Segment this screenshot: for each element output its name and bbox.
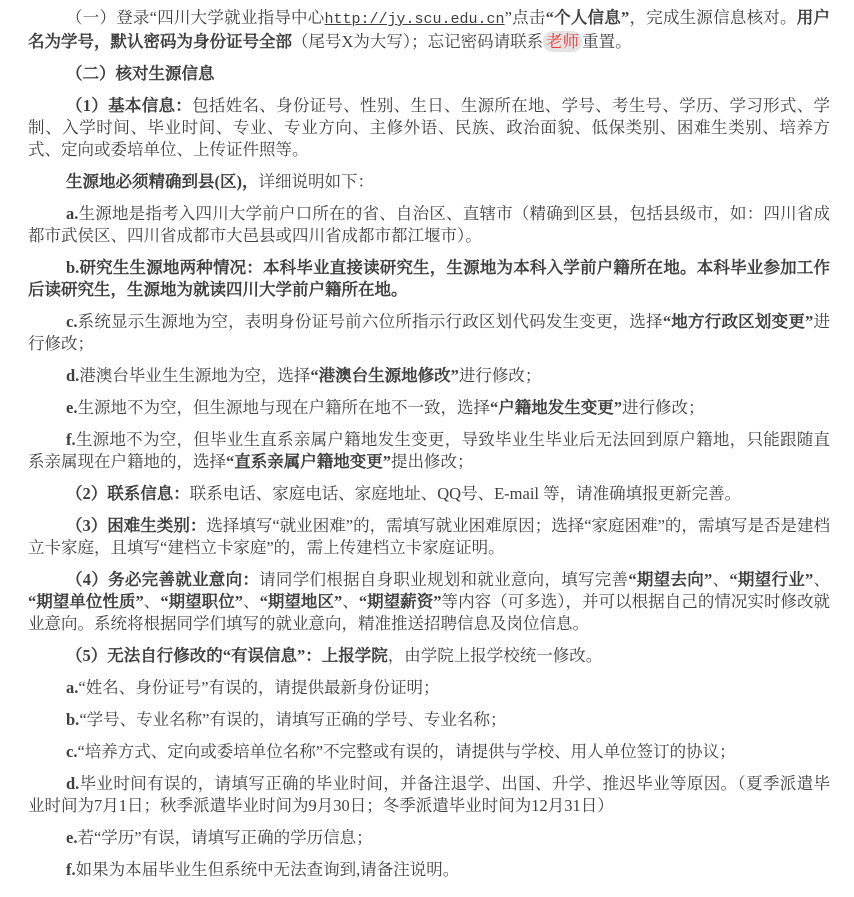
body-text: 包括姓名、身份证号、性别、生日、生源所在地、学号、考生号、学历、学习形式、学制、入学时间、毕业时间、专业、专业方向、主修外语、民族、政治面貌、低保类别、困难生类别、培养方式、定向或委培单位、上传证件照等。	[28, 96, 831, 159]
paragraph	[28, 645, 830, 667]
emphasis-text: d.	[66, 774, 80, 793]
paragraph	[28, 397, 830, 419]
emphasis-text: d.	[66, 366, 80, 385]
body-text: 请同学们根据自身职业规划和就业意向，填写完善	[259, 570, 629, 589]
body-text: 进行修改；	[621, 398, 705, 417]
emphasis-text: “期望行业”	[729, 570, 814, 589]
body-text: 生源地不为空，但生源地与现在户籍所在地不一致，选择	[77, 398, 490, 417]
emphasis-text: （2）联系信息：	[66, 484, 190, 503]
emphasis-text: “户籍地发生变更”	[489, 398, 622, 417]
body-text: （一）登录“四川大学就业指导中心	[66, 8, 325, 27]
paragraph	[28, 171, 830, 193]
paragraph	[28, 95, 830, 161]
paragraph	[28, 365, 830, 387]
body-text: 、	[342, 592, 359, 611]
paragraph	[28, 257, 830, 301]
paragraph	[28, 569, 830, 635]
emphasis-text: f.	[66, 430, 76, 449]
body-text: “学号、专业名称”有误的，请填写正确的学号、专业名称；	[79, 710, 507, 729]
emphasis-text: “直系亲属户籍地变更”	[226, 452, 391, 471]
emphasis-text: （5）无法自行修改的“有误信息”：上报学院	[66, 646, 388, 665]
paragraph	[28, 677, 830, 699]
emphasis-text: f.	[66, 860, 76, 879]
emphasis-text: 用户名为学号，默认密码为身份证号全部	[28, 8, 831, 51]
emphasis-text: a.	[66, 204, 79, 223]
body-text: 等内容（可多选），并可以根据自己的情况实时修改就业意向。系统将根据同学们填写的就业意向，精准推送招聘信息及岗位信息。	[28, 592, 831, 633]
body-text: 若“学历”有误，请填写正确的学历信息；	[77, 828, 373, 847]
body-text: 毕业时间有误的，请填写正确的毕业时间，并备注退学、出国、升学、推迟毕业等原因。（夏季派遣毕业时间为7月1日；秋季派遣毕业时间为9月30日；冬季派遣毕业时间为12月31日）	[28, 774, 830, 815]
body-text: “姓名、身份证号”有误的，请提供最新身份证明；	[78, 678, 440, 697]
body-text: （尾号X为大写）；忘记密码请联系	[292, 32, 544, 51]
emphasis-text: 生源地必须精确到县(区)，	[66, 172, 259, 191]
teacher-highlight-term[interactable]: 老师	[543, 31, 582, 52]
paragraph	[28, 483, 830, 505]
emphasis-text: a.	[66, 678, 79, 697]
body-text: 进行修改；	[458, 366, 542, 385]
body-text: 提出修改；	[391, 452, 474, 471]
paragraph	[28, 311, 830, 355]
body-text: 选择填写“就业困难”的，需填写就业困难原因；选择“家庭困难”的，需填写是否是建档立卡家庭，且填写“建档立卡家庭”的，需上传建档立卡家庭证明。	[28, 516, 831, 557]
emphasis-text: c.	[66, 742, 78, 761]
body-text: 生源地是指考入四川大学前户口所在的省、自治区、直辖市（精确到区县，包括县级市，如：四川省成都市武侯区、四川省成都市大邑县或四川省成都市都江堰市）。	[28, 204, 830, 245]
emphasis-text: e.	[66, 398, 78, 417]
paragraph	[28, 859, 830, 881]
body-text: 系统显示生源地为空，表明身份证号前六位所指示行政区划代码发生变更，选择	[77, 312, 663, 331]
emphasis-text: c.	[66, 312, 78, 331]
body-text: 重置。	[582, 32, 632, 51]
body-text: “培养方式、定向或委培单位名称”不完整或有误的，请提供与学校、用人单位签订的协议；	[77, 742, 736, 761]
body-text: 如果为本届毕业生但系统中无法查询到,请备注说明。	[75, 860, 460, 879]
emphasis-text: b.	[66, 710, 80, 729]
paragraph	[28, 63, 830, 85]
paragraph	[28, 709, 830, 731]
paragraph	[28, 741, 830, 763]
body-text: 进行修改；	[28, 312, 831, 353]
url-link[interactable]: http://jy.scu.edu.cn	[324, 11, 505, 28]
body-text: 联系电话、家庭电话、家庭地址、QQ号、E-mail 等，请准确填报更新完善。	[189, 484, 742, 503]
paragraph	[28, 773, 830, 817]
emphasis-text: （1）基本信息：	[66, 96, 193, 115]
emphasis-text: （二）核对生源信息	[66, 64, 215, 83]
emphasis-text: “地方行政区划变更”	[662, 312, 814, 331]
body-text: ”点击	[504, 8, 546, 27]
paragraph	[28, 7, 830, 53]
paragraph	[28, 827, 830, 849]
paragraph	[28, 515, 830, 559]
emphasis-text: “期望薪资”	[358, 592, 442, 611]
emphasis-text: “期望去向”	[628, 570, 713, 589]
emphasis-text: （4）务必完善就业意向：	[66, 570, 260, 589]
body-text: 详细说明如下：	[258, 172, 374, 191]
emphasis-text: “期望地区”	[259, 592, 343, 611]
emphasis-text: b.研究生生源地两种情况：本科毕业直接读研究生，生源地为本科入学前户籍所在地。本科毕业参加工作后读研究生，生源地为就读四川大学前户籍所在地。	[28, 258, 830, 299]
emphasis-text: e.	[66, 828, 78, 847]
body-text: ，完成生源信息核对。	[629, 8, 797, 27]
paragraph	[28, 429, 830, 473]
body-text: 、	[813, 570, 831, 589]
emphasis-text: “期望单位性质”	[28, 592, 144, 611]
paragraph	[28, 203, 830, 247]
body-text: ，由学院上报学校统一修改。	[387, 646, 603, 665]
body-text: 港澳台毕业生生源地为空，选择	[79, 366, 311, 385]
body-text: 生源地不为空，但毕业生直系亲属户籍地发生变更，导致毕业生毕业后无法回到原户籍地，只能跟随直系亲属现在户籍地的，选择	[28, 430, 830, 471]
emphasis-text: “期望职位”	[160, 592, 243, 611]
body-text: 、	[243, 592, 260, 611]
body-text: 、	[143, 592, 161, 611]
emphasis-text: “个人信息”	[545, 8, 630, 27]
emphasis-text: “港澳台生源地修改”	[310, 366, 459, 385]
body-text: 、	[712, 570, 730, 589]
emphasis-text: （3）困难生类别：	[66, 516, 207, 535]
